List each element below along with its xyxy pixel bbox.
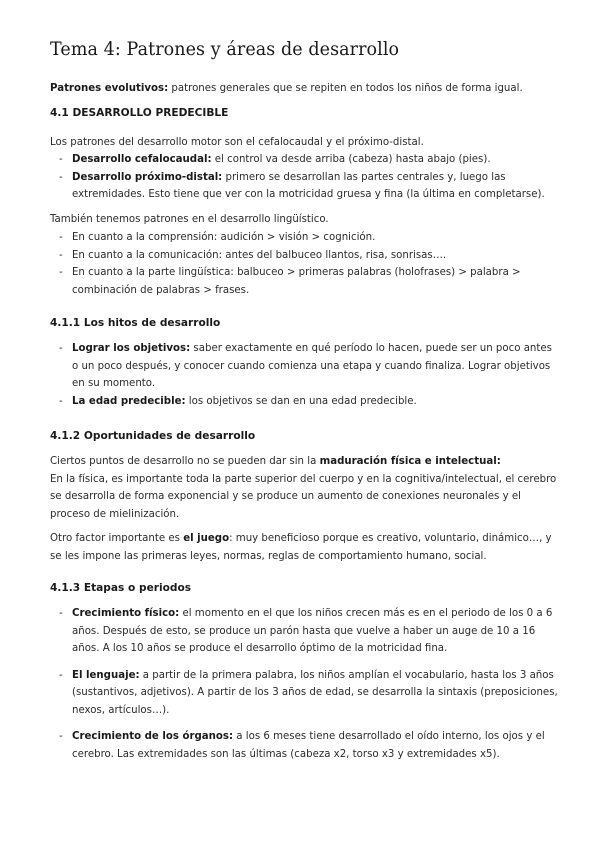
- s41-linguistic-list: [50, 229, 560, 299]
- s41-motor-list: [50, 151, 560, 204]
- list-item: - Desarrollo cefalocaudal: el control va desde arriba (cabeza) hasta abajo (pies).: [50, 151, 560, 169]
- s412-paragraph-1: Ciertos puntos de desarrollo no se pueden dar sin la maduración física e intelectual: En la física, es importante toda la parte superior del cuerpo y en la cognitiva/intelectual, el cerebro se desarrolla de forma exponencial y se produce un aumento de conexiones neuronales y el proceso de mielinización.: [50, 456, 557, 520]
- s411-list: [50, 340, 560, 410]
- s41-paragraph-2: También tenemos patrones en el desarrollo lingüístico.: [50, 214, 329, 225]
- list-item: - Desarrollo próximo-distal: primero se desarrollan las partes centrales y, luego las extremidades. Esto tiene que ver con la motricidad gruesa y fina (la última en completarse).: [50, 169, 560, 204]
- list-item: - En cuanto a la comunicación: antes del balbuceo llantos, risa, sonrisas….: [50, 247, 560, 265]
- section-4-1-3-heading: 4.1.3 Etapas o periodos: [50, 582, 192, 594]
- list-item: - Crecimiento de los órganos: a los 6 meses tiene desarrollado el oído interno, los ojos y el cerebro. Las extremidades son las últimas (cabeza x2, torso x3 y extremidades x5).: [50, 728, 560, 763]
- list-item: - Crecimiento físico: el momento en el que los niños crecen más es en el periodo de los 0 a 6 años. Después de esto, se produce un parón hasta que vuelve a haber un auge de 10 a 16 años. A los 10 años se produce el desarrollo óptimo de la motricidad fina.: [50, 605, 560, 658]
- list-item: - En cuanto a la parte lingüística: balbuceo > primeras palabras (holofrases) > palabra > combinación de palabras > frases.: [50, 264, 560, 299]
- section-4-1-heading: 4.1 DESARROLLO PREDECIBLE: [50, 107, 229, 119]
- s41-paragraph-1: Los patrones del desarrollo motor son el cefalocaudal y el próximo-distal.: [50, 137, 424, 148]
- list-item: - El lenguaje: a partir de la primera palabra, los niños amplían el vocabulario, hasta los 3 años (sustantivos, adjetivos). A partir de los 3 años de edad, se desarrolla la sintaxis (preposiciones, nexos, artículos…).: [50, 667, 560, 720]
- intro-text: patrones generales que se repiten en todos los niños de forma igual.: [168, 83, 523, 94]
- section-4-1-2-heading: 4.1.2 Oportunidades de desarrollo: [50, 430, 256, 442]
- intro-paragraph: [50, 80, 560, 98]
- s412-paragraph-2: Otro factor importante es el juego: muy beneficioso porque es creativo, voluntario, dinámico…, y se les impone las primeras leyes, normas, reglas de comportamiento humano, social.: [50, 533, 552, 562]
- s413-list: [50, 605, 560, 772]
- list-item: - En cuanto a la comprensión: audición > visión > cognición.: [50, 229, 560, 247]
- list-item: - Lograr los objetivos: saber exactamente en qué período lo hacen, puede ser un poco antes o un poco después, y conocer cuando comienza una etapa y cuando finaliza. Lograr objetivos en su momento.: [50, 340, 560, 393]
- list-item: - La edad predecible: los objetivos se dan en una edad predecible.: [50, 393, 560, 411]
- section-4-1-1-heading: 4.1.1 Los hitos de desarrollo: [50, 317, 221, 329]
- page-title: Tema 4: Patrones y áreas de desarrollo: [50, 38, 400, 60]
- intro-term: Patrones evolutivos:: [50, 83, 169, 94]
